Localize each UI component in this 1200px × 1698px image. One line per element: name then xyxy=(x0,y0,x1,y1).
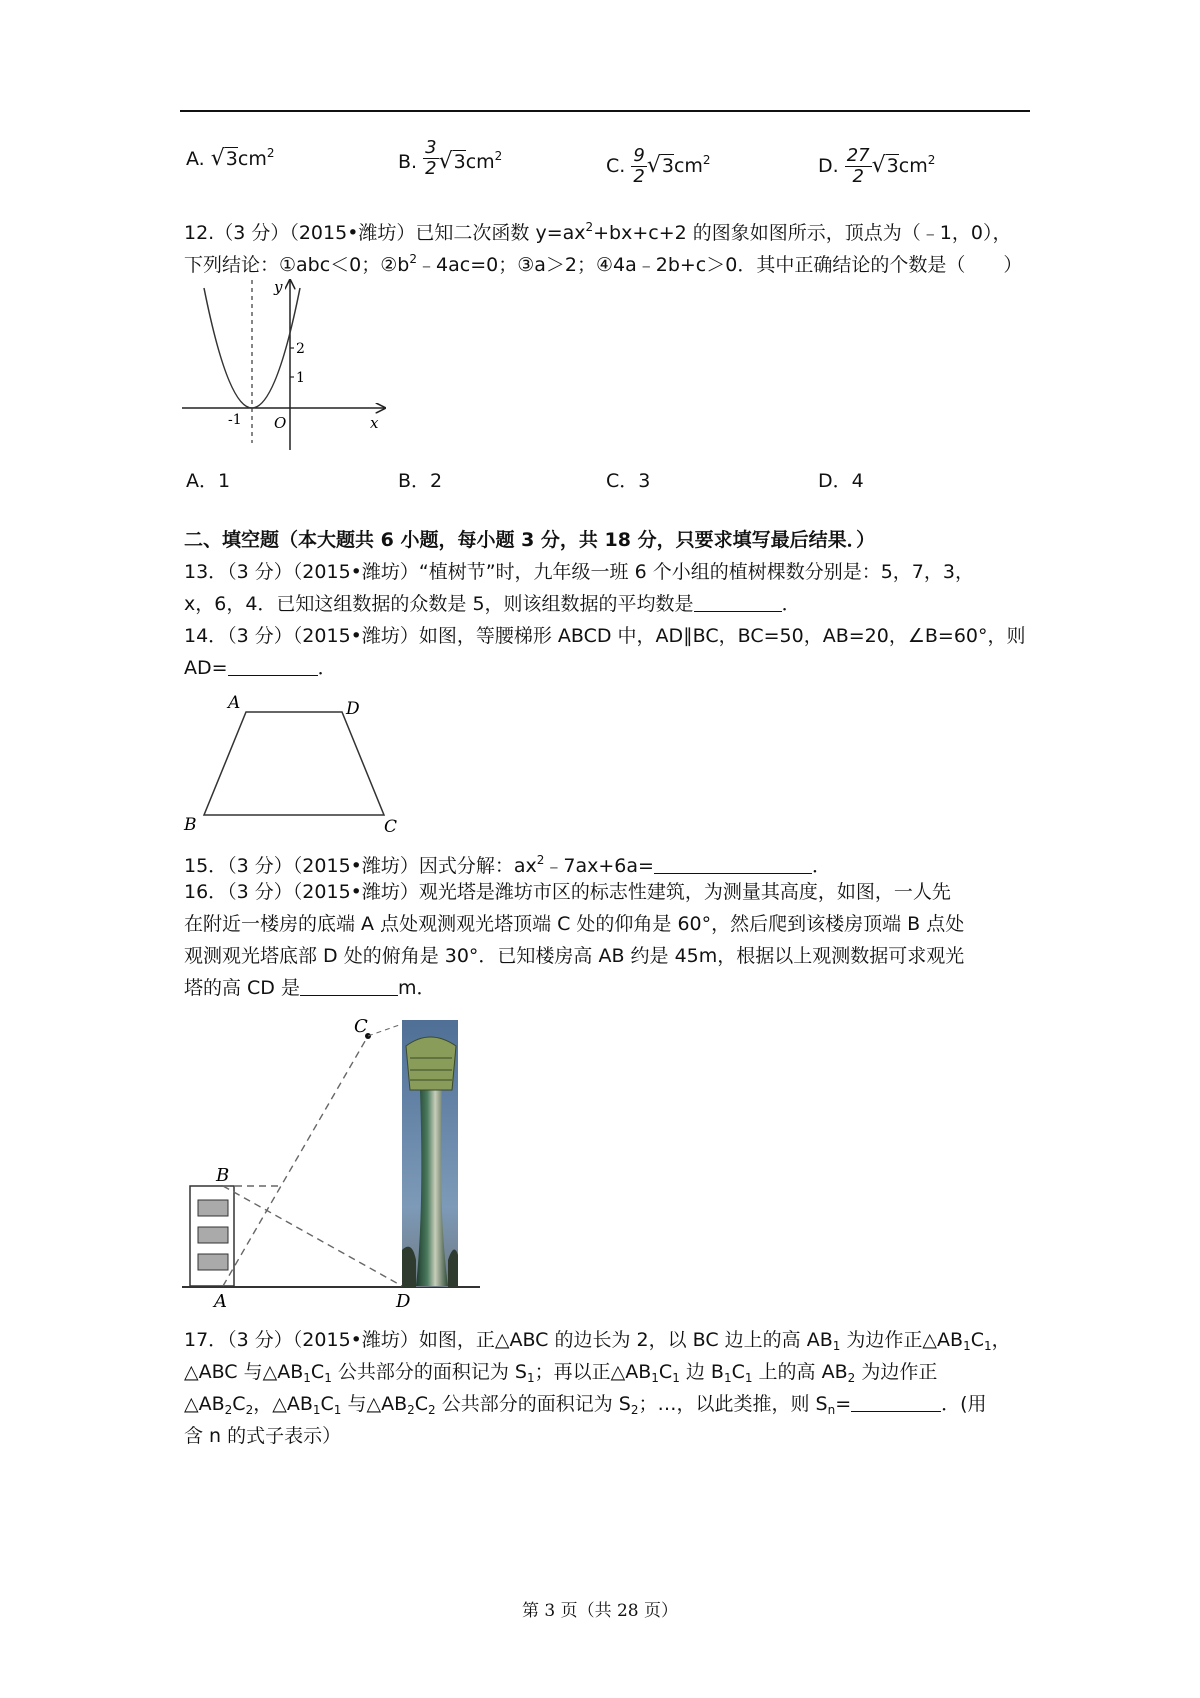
q14-answer-blank xyxy=(228,657,318,676)
q16-tower-figure xyxy=(180,1010,500,1310)
label-d: D xyxy=(396,1291,411,1312)
sight-line-ac xyxy=(223,1036,368,1286)
label-b: B xyxy=(216,1165,230,1186)
q17-stem-line2: △ABC 与$\triangle AB_1C_1$ 公共部分的面积记为 $S_1$；再以正$\triangle AB_1C_1$ 边 $B_1C_1$ 上的高 $AB_2$ 为边作正 xyxy=(184,1361,938,1385)
q16-answer-blank xyxy=(300,977,398,996)
vertex-a: A xyxy=(228,693,241,713)
q14-stem-line1: 14．（3 分）（2015•潍坊）如图，等腰梯形 ABCD 中，AD∥BC，BC=50，AB=20，∠B=60°，则 xyxy=(184,625,1026,647)
q12-stem-line2: 下列结论：①abc＜0；$②b^2﹣4ac=0$；③a＞2；④4a﹣2b+c＞0．其中正确结论的个数是（ ） xyxy=(184,252,1023,276)
building-window-3 xyxy=(198,1254,228,1270)
sight-line-bd xyxy=(223,1186,402,1286)
label-a: A xyxy=(214,1291,227,1312)
q12-option-a: A．1 xyxy=(186,470,231,492)
tick-label-2: 2 xyxy=(296,341,305,357)
header-rule xyxy=(180,110,1030,112)
q12-parabola-graph xyxy=(180,278,400,458)
q17-stem-line3: $\triangle AB_2C_2$，$\triangle AB_1C_1$ 与$\triangle AB_2C_2$ 公共部分的面积记为 $S_2$；…，以此类推，则 $S_n=$ ．(用 xyxy=(184,1393,987,1417)
q15-stem: 15．（3 分）（2015•潍坊）因式分解：$ax^2﹣7ax+6a=$ ． xyxy=(184,853,831,877)
q12-option-b: B．2 xyxy=(398,470,443,492)
q12-stem-line1: 12.（3 分）（2015•潍坊）已知二次函数 $y=ax^2+bx+c+2$ 的图象如图所示，顶点为（﹣1，0）， xyxy=(184,220,1012,244)
q16-stem-line4: 塔的高 CD 是 m． xyxy=(184,977,436,999)
q14-stem-line2: AD= ． xyxy=(184,657,337,679)
q17-stem-line1: 17．（3 分）（2015•潍坊）如图，正△ABC 的边长为 2，以 BC 边上的高 $AB_1$ 为边作正$\triangle AB_1C_1$， xyxy=(184,1329,1011,1353)
x-axis-label: x xyxy=(370,414,379,432)
vertex-d: D xyxy=(346,699,360,719)
q14-trapezoid-figure xyxy=(180,692,420,842)
q11-option-a: A. $√3cm^2$ xyxy=(186,146,275,171)
q13-stem-line1: 13．（3 分）（2015•潍坊）“植树节”时，九年级一班 6 个小组的植树棵数分别是：5，7，3， xyxy=(184,561,974,583)
origin-label: O xyxy=(274,414,287,432)
page-footer: 第 3 页（共 28 页） xyxy=(521,1601,679,1621)
q11-option-c: C. $\frac{9}{2}$ $√3cm^2$ xyxy=(606,145,711,187)
vertex-c: C xyxy=(384,817,398,837)
q16-stem-line1: 16．（3 分）（2015•潍坊）观光塔是潍坊市区的标志性建筑，为测量其高度，如图，一人先 xyxy=(184,881,951,903)
q11-option-b: B. $\frac{3}{2}$ $√3cm^2$ xyxy=(398,137,503,179)
building-window-2 xyxy=(198,1227,228,1243)
y-axis-label: y xyxy=(274,278,283,296)
q17-answer-blank xyxy=(851,1393,941,1412)
vertex-b: B xyxy=(184,815,197,835)
q13-answer-blank xyxy=(694,593,782,612)
q17-stem-line4: 含 n 的式子表示） xyxy=(184,1425,342,1447)
q12-option-d: D．4 xyxy=(818,470,864,492)
q15-answer-blank xyxy=(654,855,812,874)
tick-label-neg1: -1 xyxy=(228,412,242,428)
tick-label-1: 1 xyxy=(296,370,305,386)
q11-option-d: D. $\frac{27}{2}$ $√3cm^2$ xyxy=(818,145,936,187)
trapezoid-abcd xyxy=(204,712,384,815)
building-window-1 xyxy=(198,1200,228,1216)
q16-stem-line2: 在附近一楼房的底端 A 点处观测观光塔顶端 C 处的仰角是 60°，然后爬到该楼房顶端 B 点处 xyxy=(184,913,965,935)
tower-top xyxy=(406,1037,456,1090)
section-heading: 二、填空题（本大题共 6 小题，每小题 3 分，共 18 分，只要求填写最后结果．） xyxy=(184,529,876,551)
q16-stem-line3: 观测观光塔底部 D 处的俯角是 30°．已知楼房高 AB 约是 45m，根据以上观测数据可求观光 xyxy=(184,945,965,967)
q13-stem-line2: x，6，4．已知这组数据的众数是 5，则该组数据的平均数是 ． xyxy=(184,593,801,615)
q12-option-c: C．3 xyxy=(606,470,651,492)
label-c: C xyxy=(354,1016,368,1037)
